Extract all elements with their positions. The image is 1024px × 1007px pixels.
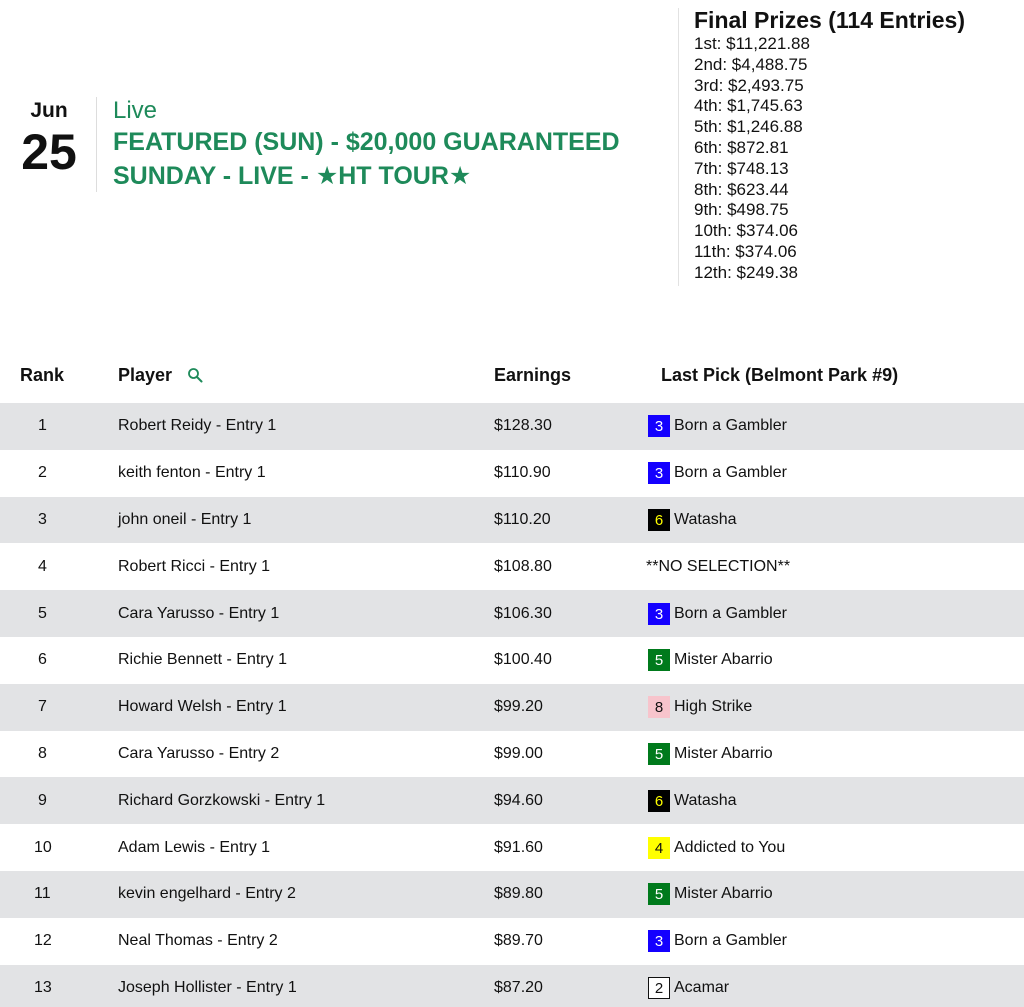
table-row xyxy=(0,824,1024,871)
table-row xyxy=(0,637,1024,684)
earnings-cell: $100.40 xyxy=(494,651,552,669)
horse-name: Acamar xyxy=(674,978,730,996)
saddle-cloth-number: 3 xyxy=(648,462,670,484)
rank-cell: 8 xyxy=(38,744,47,762)
last-pick xyxy=(648,883,773,905)
event-info xyxy=(113,97,673,193)
saddle-cloth-number: 2 xyxy=(648,977,670,999)
header-last-pick-label: Last Pick (Belmont Park #9) xyxy=(661,364,899,385)
rank-cell: 9 xyxy=(0,777,118,824)
horse-name: High Strike xyxy=(674,698,753,716)
header-earnings: Earnings xyxy=(494,364,572,385)
last-pick xyxy=(648,415,787,437)
last-pick-cell xyxy=(646,871,1024,918)
horse-name: Watasha xyxy=(674,510,737,528)
leaderboard-table xyxy=(0,355,1024,1007)
last-pick-cell xyxy=(646,731,1024,778)
prize-item: 7th: $748.13 xyxy=(694,158,789,178)
saddle-cloth-number: 6 xyxy=(648,790,670,812)
table-row xyxy=(0,871,1024,918)
last-pick xyxy=(648,696,752,718)
rank-cell: 11 xyxy=(0,871,118,918)
table-row xyxy=(0,497,1024,544)
event-day: 25 xyxy=(21,124,77,180)
prizes-divider xyxy=(678,8,679,286)
saddle-cloth-number: 5 xyxy=(648,649,670,671)
earnings-cell: $89.70 xyxy=(494,932,543,950)
earnings-cell: $99.20 xyxy=(494,684,646,731)
earnings-cell: $106.30 xyxy=(494,590,646,637)
player-name[interactable]: Robert Reidy - Entry 1 xyxy=(118,403,494,450)
horse-name: Born a Gambler xyxy=(674,464,787,482)
last-pick xyxy=(648,603,787,625)
last-pick-cell xyxy=(646,403,1024,450)
no-selection-label: **NO SELECTION** xyxy=(646,557,791,575)
player-name[interactable]: keith fenton - Entry 1 xyxy=(118,464,266,482)
header-last-pick xyxy=(646,355,1024,395)
player-name[interactable]: Howard Welsh - Entry 1 xyxy=(118,684,494,731)
prize-item: 10th: $374.06 xyxy=(694,221,798,241)
leaderboard-body xyxy=(0,395,1024,1007)
table-row xyxy=(0,450,1024,497)
prize-item: 2nd: $4,488.75 xyxy=(694,54,808,74)
table-row xyxy=(0,684,1024,731)
last-pick xyxy=(648,743,773,765)
saddle-cloth-number: 3 xyxy=(648,930,670,952)
prize-item: 5th: $1,246.88 xyxy=(694,117,803,137)
player-name[interactable]: kevin engelhard - Entry 2 xyxy=(118,871,494,918)
rank-cell: 5 xyxy=(0,590,118,637)
horse-name: Born a Gambler xyxy=(674,604,787,622)
table-row xyxy=(0,918,1024,965)
horse-name: Born a Gambler xyxy=(674,417,787,435)
last-pick-cell xyxy=(646,965,1024,1007)
player-name[interactable]: Joseph Hollister - Entry 1 xyxy=(118,965,494,1007)
saddle-cloth-number: 5 xyxy=(648,743,670,765)
header-player-label: Player xyxy=(118,364,173,385)
prize-item: 4th: $1,745.63 xyxy=(694,96,803,116)
saddle-cloth-number: 3 xyxy=(648,415,670,437)
prize-item: 6th: $872.81 xyxy=(694,137,789,157)
player-name[interactable]: john oneil - Entry 1 xyxy=(118,497,494,544)
last-pick xyxy=(648,462,787,484)
rank-cell: 3 xyxy=(0,497,118,544)
earnings-cell: $89.80 xyxy=(494,871,646,918)
last-pick-cell xyxy=(646,637,1024,684)
horse-name: Addicted to You xyxy=(674,838,786,856)
prize-item: 3rd: $2,493.75 xyxy=(694,75,804,95)
last-pick-cell xyxy=(646,543,1024,590)
saddle-cloth-number: 8 xyxy=(648,696,670,718)
table-row xyxy=(0,543,1024,590)
horse-name: Mister Abarrio xyxy=(674,651,773,669)
earnings-cell: $94.60 xyxy=(494,777,646,824)
table-row xyxy=(0,965,1024,1007)
date-divider xyxy=(96,97,97,192)
earnings-cell: $99.00 xyxy=(494,744,543,762)
earnings-cell: $108.80 xyxy=(494,557,552,575)
earnings-cell: $110.90 xyxy=(494,464,551,482)
last-pick-cell xyxy=(646,450,1024,497)
last-pick xyxy=(648,790,737,812)
prize-item: 9th: $498.75 xyxy=(694,200,789,220)
saddle-cloth-number: 3 xyxy=(648,603,670,625)
prizes-title: Final Prizes (114 Entries) xyxy=(694,7,966,33)
earnings-cell: $128.30 xyxy=(494,403,646,450)
player-name[interactable]: Adam Lewis - Entry 1 xyxy=(118,838,271,856)
rank-cell: 6 xyxy=(38,651,47,669)
prize-item: 8th: $623.44 xyxy=(694,179,789,199)
earnings-cell: $87.20 xyxy=(494,965,646,1007)
player-name[interactable]: Richie Bennett - Entry 1 xyxy=(118,651,287,669)
rank-cell: 10 xyxy=(34,838,52,856)
table-row xyxy=(0,777,1024,824)
horse-name: Mister Abarrio xyxy=(674,885,773,903)
last-pick xyxy=(648,649,773,671)
search-icon[interactable] xyxy=(187,367,203,383)
player-name[interactable]: Robert Ricci - Entry 1 xyxy=(118,557,271,575)
last-pick-cell xyxy=(646,824,1024,871)
saddle-cloth-number: 6 xyxy=(648,509,670,531)
last-pick-cell xyxy=(646,777,1024,824)
earnings-cell: $91.60 xyxy=(494,838,543,856)
player-name[interactable]: Neal Thomas - Entry 2 xyxy=(118,932,278,950)
event-month: Jun xyxy=(30,99,68,122)
last-pick-cell xyxy=(646,497,1024,544)
rank-cell: 4 xyxy=(38,557,47,575)
event-title-line2: SUNDAY - LIVE - ★HT TOUR★ xyxy=(113,162,472,190)
rank-cell: 2 xyxy=(38,464,47,482)
rank-cell: 1 xyxy=(0,403,118,450)
last-pick-cell xyxy=(646,918,1024,965)
player-name[interactable]: Richard Gorzkowski - Entry 1 xyxy=(118,777,494,824)
prize-item: 12th: $249.38 xyxy=(694,262,798,282)
table-row xyxy=(0,731,1024,778)
player-name[interactable]: Cara Yarusso - Entry 2 xyxy=(118,744,280,762)
prize-item: 11th: $374.06 xyxy=(694,241,797,261)
rank-cell: 12 xyxy=(34,932,52,950)
last-pick-cell xyxy=(646,684,1024,731)
last-pick xyxy=(648,509,737,531)
last-pick xyxy=(648,837,785,859)
header-player xyxy=(118,355,494,395)
prize-item: 1st: $11,221.88 xyxy=(694,34,810,53)
last-pick xyxy=(648,930,787,952)
saddle-cloth-number: 4 xyxy=(648,837,670,859)
final-prizes xyxy=(694,6,1024,284)
header-rank: Rank xyxy=(20,364,65,385)
last-pick xyxy=(648,977,729,999)
horse-name: Watasha xyxy=(674,791,737,809)
event-status: Live xyxy=(113,97,158,124)
player-name[interactable]: Cara Yarusso - Entry 1 xyxy=(118,590,494,637)
table-row xyxy=(0,403,1024,450)
rank-cell: 13 xyxy=(0,965,118,1007)
rank-cell: 7 xyxy=(0,684,118,731)
prize-list xyxy=(694,34,1024,284)
saddle-cloth-number: 5 xyxy=(648,883,670,905)
table-row xyxy=(0,590,1024,637)
table-header-row xyxy=(0,355,1024,395)
earnings-cell: $110.20 xyxy=(494,497,646,544)
horse-name: Mister Abarrio xyxy=(674,744,773,762)
horse-name: Born a Gambler xyxy=(674,932,787,950)
event-date xyxy=(14,98,84,178)
event-title-line1: FEATURED (SUN) - $20,000 GUARANTEED xyxy=(113,128,620,156)
last-pick-cell xyxy=(646,590,1024,637)
